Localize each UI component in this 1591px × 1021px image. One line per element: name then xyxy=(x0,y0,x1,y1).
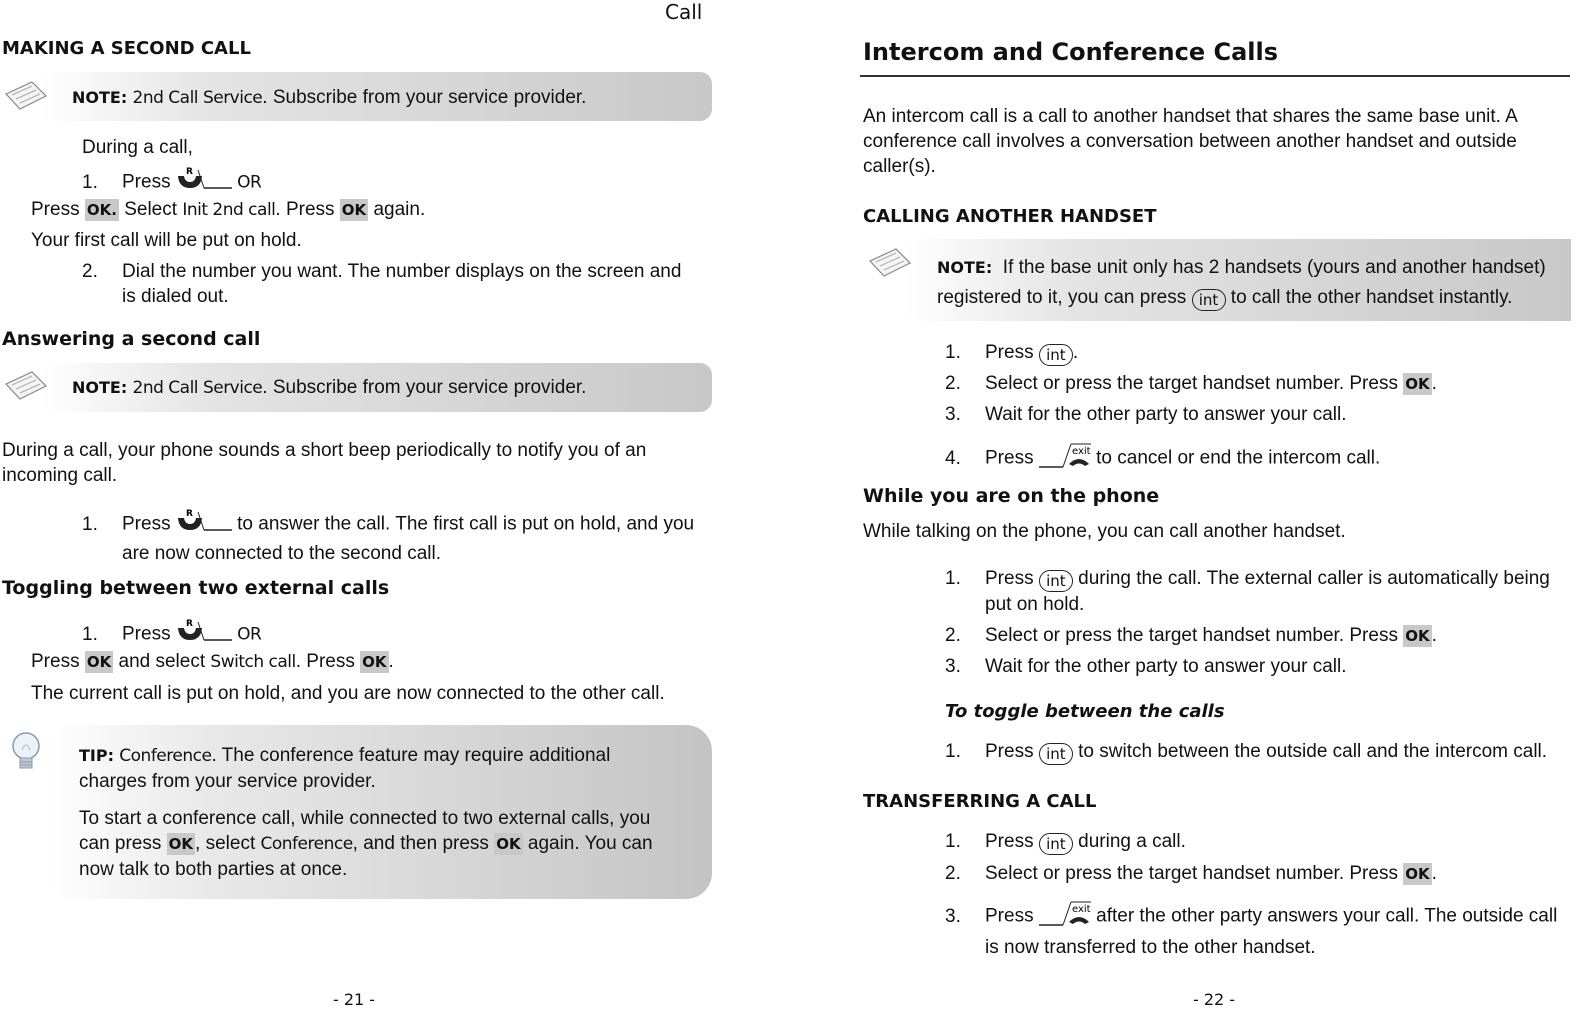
text: to cancel or end the intercom call. xyxy=(1090,447,1381,469)
note-term: 2nd Call Service xyxy=(132,378,263,398)
text: . Press xyxy=(295,651,361,672)
text: incoming call. xyxy=(2,465,118,486)
recall-key-icon xyxy=(176,166,232,199)
ch-step-3 xyxy=(945,402,1347,427)
text: . xyxy=(1431,625,1437,646)
step-text: are now connected to the second call. xyxy=(122,543,441,564)
step-or: OR xyxy=(237,624,262,645)
text: again. You can xyxy=(522,833,653,854)
step-number: 2. xyxy=(945,625,961,646)
exit-key-icon xyxy=(1039,898,1091,935)
text: Press xyxy=(985,568,1039,589)
ch-step-4 xyxy=(945,440,1380,477)
wh-step-1 xyxy=(945,566,1550,617)
step-number: 2. xyxy=(945,373,961,394)
step-number: 1. xyxy=(945,568,961,589)
text: . xyxy=(1072,342,1079,363)
answer-step xyxy=(82,508,694,566)
svg-text:R: R xyxy=(185,509,193,519)
during-call-text: During a call, xyxy=(82,137,193,158)
press-ok-line xyxy=(31,197,425,223)
tr-step-1 xyxy=(945,829,1186,855)
notepad-icon xyxy=(866,245,912,285)
tr-step-2 xyxy=(945,861,1437,886)
note-text: . Subscribe from your service provider. xyxy=(262,87,587,108)
step-number: 1. xyxy=(945,342,961,363)
step-text: is dialed out. xyxy=(122,286,229,307)
text: , select xyxy=(195,833,261,854)
text: . Press xyxy=(275,199,340,220)
text: . xyxy=(1431,373,1437,394)
exit-label: exit xyxy=(1071,904,1091,915)
menu-term: Switch call xyxy=(210,652,296,672)
text: conference call involves a conversation between another handset and outside xyxy=(863,131,1517,152)
tr-step-3 xyxy=(945,898,1557,960)
tip-label: TIP: xyxy=(79,746,114,765)
text: Press xyxy=(985,447,1039,469)
intercom-key-icon: int xyxy=(1039,570,1073,592)
text: and select xyxy=(113,651,211,672)
while-heading: While you are on the phone xyxy=(863,485,1160,507)
text: Press xyxy=(985,741,1039,762)
text: Select or press the target handset number. Press xyxy=(985,373,1404,394)
text: . The conference feature may require additional xyxy=(211,745,611,766)
notepad-icon xyxy=(2,78,48,118)
text: put on hold. xyxy=(985,594,1085,615)
step-number: 3. xyxy=(945,404,961,425)
exit-label: exit xyxy=(1071,446,1091,457)
tip-term: Conference xyxy=(119,746,212,766)
wh-step-3 xyxy=(945,654,1347,679)
page-title: Intercom and Conference Calls xyxy=(863,38,1279,66)
text: , and then press xyxy=(352,833,495,854)
text: registered to it, you can press xyxy=(937,287,1192,308)
text: . xyxy=(1431,863,1437,884)
wh-step-2 xyxy=(945,623,1437,648)
step-press: Press xyxy=(122,171,171,193)
text: charges from your service provider. xyxy=(79,771,376,792)
ok-key: OK xyxy=(168,835,194,853)
intro-paragraph xyxy=(863,104,1518,179)
text: Press xyxy=(985,342,1039,363)
lightbulb-icon xyxy=(6,728,46,784)
ok-key: OK xyxy=(341,201,367,219)
page-number-left: - 21 - xyxy=(333,990,376,1009)
toggle-step xyxy=(82,618,261,651)
making-second-call-heading: MAKING A SECOND CALL xyxy=(2,38,251,59)
calling-another-handset-heading: CALLING ANOTHER HANDSET xyxy=(863,206,1157,227)
title-rule xyxy=(860,75,1570,77)
answering-heading: Answering a second call xyxy=(2,328,261,350)
hold-text: Your first call will be put on hold. xyxy=(31,230,302,251)
ok-key: OK xyxy=(1405,865,1430,883)
note-2-text xyxy=(72,375,586,401)
step-number: 4. xyxy=(945,447,961,469)
note-label: NOTE: xyxy=(72,378,128,397)
tip-text xyxy=(79,743,699,882)
text: Press xyxy=(31,199,80,220)
ok-key: OK xyxy=(1405,627,1430,645)
step-number: 3. xyxy=(945,656,961,677)
ch-step-2 xyxy=(945,371,1437,396)
text: Press xyxy=(985,831,1039,852)
recall-key-icon xyxy=(176,618,232,651)
svg-text:R: R xyxy=(185,619,193,629)
intercom-key-icon: int xyxy=(1039,743,1073,765)
step-1 xyxy=(82,166,261,199)
note-label: NOTE: xyxy=(937,258,993,277)
text: Select or press the target handset number. Press xyxy=(985,625,1404,646)
note-text: . Subscribe from your service provider. xyxy=(262,377,587,398)
step-number: 3. xyxy=(945,905,961,927)
text: can press xyxy=(79,833,167,854)
text: now talk to both parties at once. xyxy=(79,859,348,880)
text: . xyxy=(388,651,394,672)
text: To start a conference call, while connected to two external calls, you xyxy=(79,808,651,829)
text: to switch between the outside call and the intercom call. xyxy=(1072,741,1548,762)
while-text: While talking on the phone, you can call another handset. xyxy=(863,521,1346,542)
text: during a call. xyxy=(1072,831,1186,852)
note-label: NOTE: xyxy=(72,88,128,107)
text: to call the other handset instantly. xyxy=(1225,287,1513,308)
step-number: 1. xyxy=(945,831,961,852)
menu-term: Conference xyxy=(260,834,353,854)
text: During a call, your phone sounds a short beep periodically to notify you of an xyxy=(2,440,647,461)
toggle-ok-line xyxy=(31,649,394,675)
section-header: Call xyxy=(665,0,703,24)
toggling-heading: Toggling between two external calls xyxy=(2,577,390,599)
step-press: Press xyxy=(122,623,171,645)
toggle-result: The current call is put on hold, and you are now connected to the other call. xyxy=(31,683,665,704)
text: Press xyxy=(985,905,1039,927)
note-term: 2nd Call Service xyxy=(132,88,263,108)
intercom-key-icon: int xyxy=(1192,289,1226,311)
step-or: OR xyxy=(237,172,262,193)
ok-key: OK. xyxy=(86,201,117,219)
svg-text:R: R xyxy=(185,167,193,177)
step-number: 1. xyxy=(82,513,98,535)
text: Wait for the other party to answer your call. xyxy=(985,404,1347,425)
intercom-key-icon: int xyxy=(1039,833,1073,855)
step-text: to answer the call. The first call is put on hold, and you xyxy=(237,513,695,535)
text: Wait for the other party to answer your call. xyxy=(985,656,1347,677)
ok-key: OK xyxy=(362,653,387,671)
step-text: Dial the number you want. The number displays on the screen and xyxy=(122,261,682,282)
transferring-heading: TRANSFERRING A CALL xyxy=(863,791,1097,812)
ch-step-1 xyxy=(945,340,1078,366)
intercom-key-icon: int xyxy=(1039,344,1073,366)
exit-key-icon xyxy=(1039,440,1091,477)
text: caller(s). xyxy=(863,156,936,177)
step-2 xyxy=(82,259,681,309)
ok-key: OK xyxy=(86,653,112,671)
text: again. xyxy=(368,199,426,220)
notepad-icon xyxy=(2,368,48,408)
step-number: 1. xyxy=(82,171,98,193)
text: If the base unit only has 2 handsets (yours and another handset) xyxy=(1002,257,1546,278)
text: Select xyxy=(118,199,183,220)
ok-key: OK xyxy=(496,835,521,853)
beep-paragraph xyxy=(2,438,646,488)
text: during the call. The external caller is automatically being xyxy=(1072,568,1550,589)
step-number: 1. xyxy=(82,623,98,645)
note-right-text xyxy=(937,253,1546,313)
ok-key: OK xyxy=(1405,375,1430,393)
step-number: 2. xyxy=(82,261,98,282)
recall-key-icon xyxy=(176,508,232,541)
menu-term: Init 2nd call xyxy=(182,200,276,220)
text: Press xyxy=(31,651,85,672)
text: An intercom call is a call to another handset that shares the same base unit. A xyxy=(863,106,1518,127)
step-number: 2. xyxy=(945,863,961,884)
text: Select or press the target handset number. Press xyxy=(985,863,1404,884)
page-number-right: - 22 - xyxy=(1193,990,1236,1009)
note-1-text xyxy=(72,85,586,111)
step-number: 1. xyxy=(945,741,961,762)
text: after the other party answers your call. The outside call xyxy=(1090,905,1558,927)
toggle-calls-heading: To toggle between the calls xyxy=(945,701,1225,722)
text: is now transferred to the other handset. xyxy=(985,937,1316,958)
step-press: Press xyxy=(122,513,171,535)
tg-step-1 xyxy=(945,739,1547,765)
